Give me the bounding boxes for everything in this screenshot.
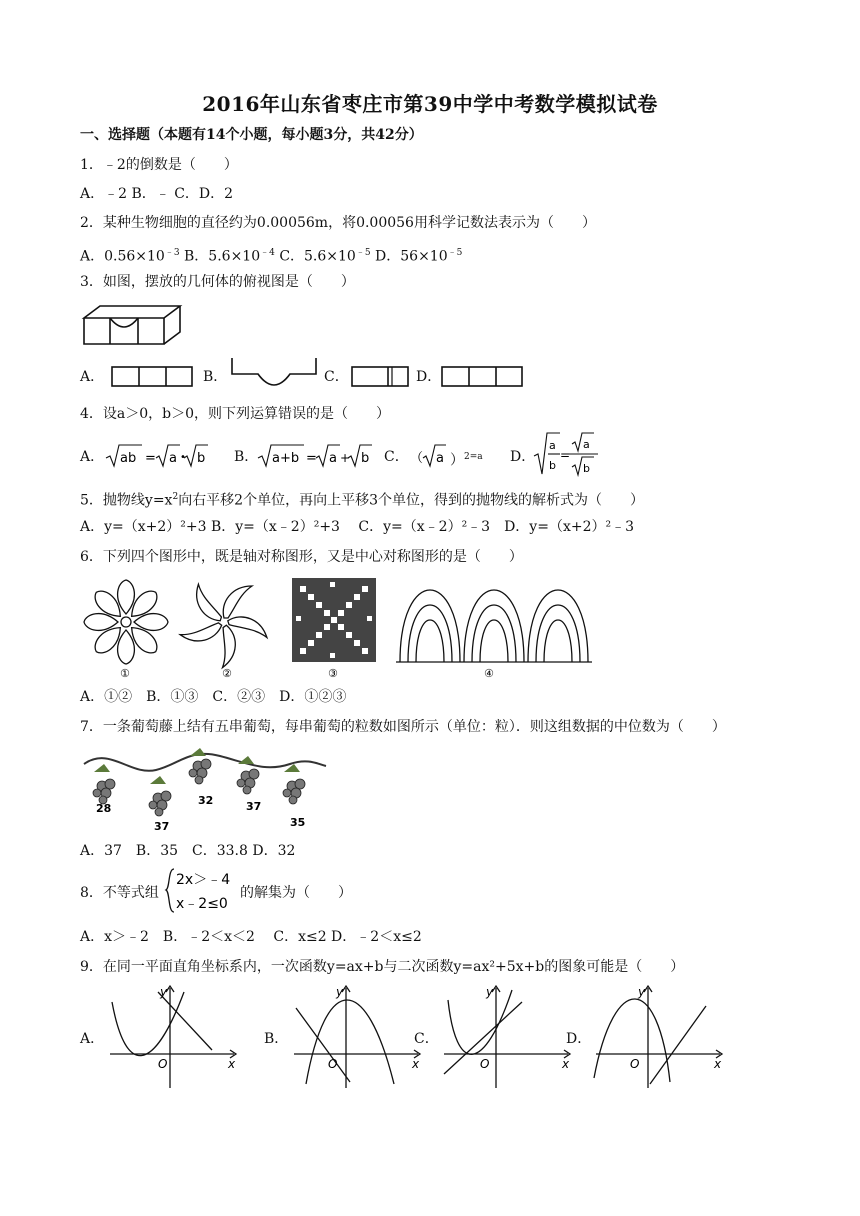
grape-count-5: 35 [290,816,306,829]
q7-stem: 7．一条葡萄藤上结有五串葡萄，每串葡萄的粒数如图所示（单位：粒）．则这组数据的中位数为（ ） [80,719,726,735]
q9-d-axis-y: y [638,985,646,999]
q5-stem-exp: 2 [172,492,179,502]
q9-graph-a [102,982,242,1092]
q4-option-c-label: C． [384,449,409,465]
q4-option-b-formula [256,440,376,470]
q3-option-d-figure [440,365,526,389]
q4-c-radicand: a [436,451,444,466]
grape-bunch-1 [93,779,115,804]
q3-option-d-label: D． [416,369,442,385]
grape-bunch-4 [237,769,259,794]
q9-option-c-label: C． [414,1031,439,1047]
q3-option-b-figure [228,356,320,392]
section-heading: 一、选择题（本题有14个小题，每小题3分，共42分） [80,127,423,143]
q3-option-c-figure [350,365,412,389]
q2-stem: 2．某种生物细胞的直径约为0.00056m，将0.00056用科学记数法表示为（ ） [80,215,596,231]
q6-label-2: ② [222,667,232,680]
q4-b-radicand-a: a [329,451,337,466]
q2-options [80,244,462,266]
q3-solid-figure [80,300,190,350]
q4-d-den: b [549,459,556,472]
q6-figure-2 [180,584,267,667]
q3-stem: 3．如图，摆放的几何体的俯视图是（ ） [80,274,355,290]
q6-figure-1 [84,580,168,664]
q2-option-a: A．0.56×10 [80,248,165,265]
q3-option-c-label: C． [324,369,349,385]
q7-options: A．37 B．35 C．33.8 D．32 [80,843,296,859]
q4-stem: 4．设a＞0，b＞0，则下列运算错误的是（ ） [80,406,391,422]
q9-c-axis-y: y [486,985,494,999]
q5-stem [80,488,644,510]
q6-label-3: ③ [328,667,338,680]
q2-option-a-exp: ﹣3 [164,248,180,258]
q1-options: A．﹣2 B．﹣ C．D．2 [80,186,234,202]
grape-bunch-3 [189,759,211,784]
q9-b-origin: O [328,1057,338,1071]
q8-line-1: 2x＞﹣4 [176,872,231,888]
q4-d-num: a [549,439,556,452]
q3-option-a-label: A． [80,369,105,385]
q3-option-a-figure [110,365,196,389]
q9-b-axis-x: x [412,1057,420,1071]
svg-text:=: = [560,448,571,462]
q4-option-d-formula [532,430,602,478]
q4-option-a-label: A． [80,449,105,465]
grape-count-1: 28 [96,802,112,815]
q9-d-origin: O [630,1057,640,1071]
q3-option-b-label: B． [203,369,228,385]
q4-a-radicand-b: b [197,451,206,466]
grape-count-3: 32 [198,794,214,807]
q4-option-a-formula [104,440,214,470]
q9-b-axis-y: y [336,985,344,999]
q4-option-c-formula [410,440,450,470]
q9-graph-b [286,982,426,1092]
q6-label-4: ④ [484,667,494,680]
grape-bunch-2 [149,791,171,816]
q5-stem-head: 5．抛物线y=x [80,492,173,509]
q2-option-d: D．56×10 [375,248,448,265]
q9-graph-c [436,982,576,1092]
q2-option-c-exp: ﹣5 [355,248,371,258]
q1-stem: 1．﹣2的倒数是（ ） [80,157,238,173]
q2-option-b-exp: ﹣4 [260,248,275,258]
q4-a-radicand-ab: ab [120,451,137,466]
q9-c-axis-x: x [562,1057,570,1071]
q4-d-num2: a [583,438,590,451]
grape-count-4: 37 [246,800,262,813]
svg-text:=: = [145,451,156,466]
q9-a-axis-x: x [228,1057,236,1071]
q9-c-origin: O [480,1057,490,1071]
q4-d-den2: b [583,462,590,475]
grape-bunch-5 [283,779,305,804]
q9-option-a-label: A． [80,1031,105,1047]
q4-c-tail: 2=a [464,452,483,462]
grape-count-2: 37 [154,820,170,833]
q2-option-d-exp: ﹣5 [447,248,463,258]
svg-text:+: + [340,451,351,465]
q4-b-radicand-apb: a+b [272,451,300,466]
q9-a-origin: O [158,1057,168,1071]
svg-text:（: （ [410,451,424,466]
page-title: 2016年山东省枣庄市第39中学中考数学模拟试卷 [202,92,658,116]
q6-figures [80,574,600,684]
q5-options: A．y=（x+2）²+3 B．y=（x﹣2）²+3 C．y=（x﹣2）²﹣3 D．y=（x+2）²﹣3 [80,519,635,535]
q8-line-2: x﹣2≤0 [176,896,228,912]
q6-figure-3 [292,578,376,662]
q5-stem-tail: 向右平移2个单位，再向上平移3个单位，得到的抛物线的解析式为（ ） [178,492,644,509]
q4-a-radicand-a: a [169,451,177,466]
q8-inequality-system [164,866,244,916]
q4-b-radicand-b: b [361,451,370,466]
q9-option-d-label: D． [566,1031,592,1047]
q6-stem: 6．下列四个图形中，既是轴对称图形，又是中心对称图形的是（ ） [80,549,523,565]
q6-options: A．①② B．①③ C．②③ D．①②③ [80,689,347,705]
q6-figure-4 [396,590,592,662]
q2-option-c: C．5.6×10 [279,248,356,265]
q6-label-1: ① [120,667,130,680]
q8-options: A．x＞﹣2 B．﹣2＜x＜2 C．x≤2 D．﹣2＜x≤2 [80,929,422,945]
q9-option-b-label: B． [264,1031,289,1047]
q9-stem: 9．在同一平面直角坐标系内，一次函数y=ax+b与二次函数y=ax²+5x+b的图象可能是（ ） [80,959,685,975]
svg-text:=: = [306,451,317,466]
q4-option-d-label: D． [510,449,536,465]
q8-stem: 8．不等式组 [80,885,159,901]
q8-stem-tail: 的解集为（ ） [240,885,352,901]
q9-graph-d [588,982,728,1092]
q9-d-axis-x: x [714,1057,722,1071]
q9-a-axis-y: y [160,985,168,999]
q4-option-b-label: B． [234,449,259,465]
svg-text:•: • [180,452,186,463]
q2-option-b: B．5.6×10 [184,248,261,265]
q4-option-c-tail: ）$^{2=a}$ [450,452,483,469]
q7-grape-vine [80,742,330,834]
